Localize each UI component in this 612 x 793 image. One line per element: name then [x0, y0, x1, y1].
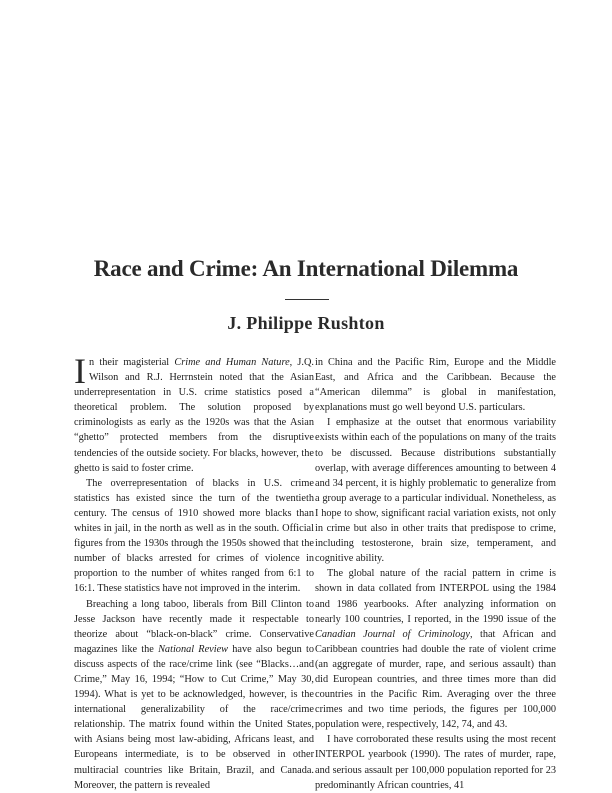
- paragraph: I emphasize at the outset that enormous variability exists within each of the populations on many of the traits to be discussed. Because distributions substantially overlap, with average differences amounting to between 4 and 34 percent, it is highly problematic to generalize from a group average to a particular individual. Nonetheless, as I hope to show, significant racial variation exists, not only in crime but also in other traits that predispose to crime, including testosterone, brain size, temperament, and cognitive ability.: [315, 417, 556, 565]
- journal-title: Canadian Journal of Criminology: [315, 628, 470, 640]
- text-run: Breaching a long taboo, liberals from Bill Clinton to Jesse Jackson have recently made it respectable to theorize about “black-on-black” crime. Conservative magazines like the: [74, 598, 314, 655]
- paragraph: I have corroborated these results using the most recent INTERPOL yearbook (1990). The rates of murder, rape, and serious assault per 100,000 population reported for 23 predominantly African countries, 41: [315, 734, 556, 791]
- text-run: n their magisterial: [89, 357, 175, 368]
- article-title: Race and Crime: An International Dilemma: [93, 256, 519, 281]
- text-run: , that African and Caribbean countries had double the rate of violent crime (an aggregate of murder, rape, and serious assault) than did European countries, and three times more than did countries in the Pacific Rim. Averaging over the three crimes and two time periods, the figures per 100,000 population were, respectively, 142, 74, and 43.: [315, 628, 556, 731]
- paragraph: The overrepresentation of blacks in U.S. crime statistics has existed since the turn of the twentieth century. The census of 1910 showed more blacks than whites in jail, in the north as well as in the south. Official figures from the 1930s through the 1950s showed that the number of blacks arrested for crimes of violence in proportion to the number of whites ranged from 6:1 to 16:1. These statistics have not improved in the interim.: [74, 477, 314, 595]
- right-column: [315, 355, 556, 793]
- author-name: J. Philippe Rushton: [227, 313, 385, 333]
- title-divider: [285, 299, 329, 300]
- text-run: have also begun to discuss aspects of the race/crime link (see “Blacks…and Crime,” May 16, 1994; “How to Cut Crime,” May 30, 1994). What is yet to be acknowledged, however, is the international generalizability of the race/crime relationship. The matrix found within the United States, with Asians being most law-abiding, Africans least, and Europeans intermediate, is to be observed in other multiracial countries like Britain, Brazil, and Canada. Moreover, the pattern is revealed: [74, 643, 314, 791]
- book-title: Crime and Human Nature: [174, 357, 290, 368]
- text-run: The global nature of the racial pattern in crime is shown in data collated from INTERPOL using the 1984 and 1986 yearbooks. After analyzing information on nearly 100 countries, I reported, in the 1990 issue of the: [315, 568, 556, 625]
- paragraph: [74, 597, 314, 793]
- text-run: , J.Q. Wilson and R.J. Herrnstein noted that the Asian underrepresentation in U.S. crime statistics posed a theoretical problem. The solution proposed by criminologists as early as the 1920s was that the Asian “ghetto” protected members from the disruptive tendencies of the outside society. For blacks, however, the ghetto is said to foster crime.: [74, 357, 314, 474]
- paragraph: [315, 566, 556, 732]
- magazine-title: National Review: [158, 643, 229, 655]
- paragraph: [74, 351, 314, 476]
- paragraph: in China and the Pacific Rim, Europe and the Middle East, and Africa and the Caribbean. Because the “American dilemma” is global in manifestation, explanations must go well beyond U.S. particulars.: [315, 357, 556, 414]
- left-column: [74, 351, 314, 793]
- drop-cap: I: [74, 351, 86, 391]
